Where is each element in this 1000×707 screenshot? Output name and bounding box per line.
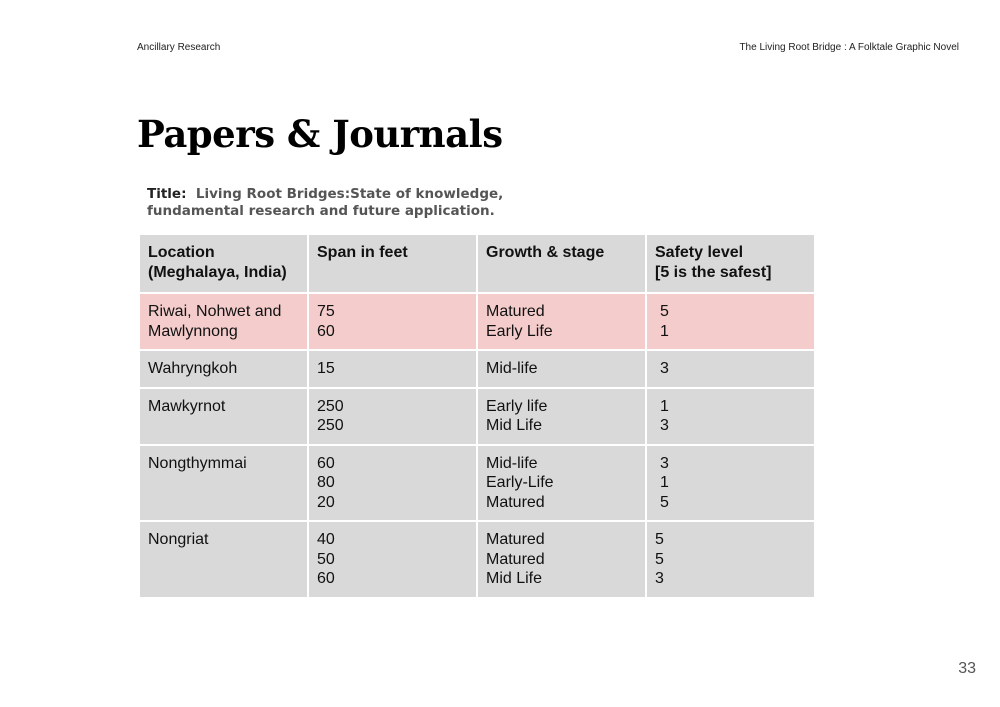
cell-line: 250 [317, 417, 344, 434]
cell-line: 50 [317, 550, 335, 568]
root-bridge-table [138, 233, 816, 599]
cell-line: Matured [486, 531, 545, 548]
cell-safety [647, 446, 814, 521]
header-safety-line: [5 is the safest] [655, 263, 772, 281]
header-span [309, 235, 476, 292]
cell-line: Mawlynnong [148, 322, 238, 340]
cell-location [140, 294, 307, 349]
cell-span [309, 351, 476, 387]
table-row [140, 351, 814, 387]
cell-line: 5 [655, 550, 664, 568]
header-left: Ancillary Research [137, 42, 221, 53]
cell-line: Mid Life [486, 417, 543, 434]
cell-line: Mid-life [486, 360, 538, 377]
cell-line: Mid Life [486, 570, 543, 587]
cell-line: Early Life [486, 322, 553, 340]
cell-location [140, 389, 307, 444]
cell-safety [647, 351, 814, 387]
cell-line: 250 [317, 397, 344, 415]
cell-line: 3 [660, 417, 669, 434]
cell-growth [478, 446, 645, 521]
cell-location [140, 446, 307, 521]
header-location [140, 235, 307, 292]
table-header-row [140, 235, 814, 292]
header-location-line: (Meghalaya, India) [148, 263, 287, 281]
cell-line: 5 [660, 303, 669, 320]
cell-location [140, 522, 307, 597]
cell-line: 75 [317, 303, 335, 320]
cell-line: 1 [660, 474, 669, 491]
cell-line: 15 [317, 360, 335, 377]
cell-span [309, 446, 476, 521]
cell-growth [478, 389, 645, 444]
cell-safety [647, 522, 814, 597]
paper-title [147, 186, 507, 220]
table-row [140, 522, 814, 597]
cell-line: 1 [660, 322, 669, 340]
cell-span [309, 294, 476, 349]
cell-line: 60 [317, 570, 335, 587]
cell-line: 5 [655, 531, 664, 548]
cell-span [309, 389, 476, 444]
cell-safety [647, 294, 814, 349]
header-span-line: Span in feet [317, 244, 408, 261]
table-row [140, 389, 814, 444]
cell-line: Early life [486, 397, 548, 415]
cell-line: Matured [486, 550, 545, 568]
cell-location [140, 351, 307, 387]
cell-span [309, 522, 476, 597]
paper-title-text: Living Root Bridges:State of knowledge, fundamental research and future application. [147, 186, 504, 219]
header-growth-line: Growth & stage [486, 244, 605, 261]
page-title: Papers & Journals [137, 112, 503, 156]
header-safety-line: Safety level [655, 244, 744, 261]
cell-line: 20 [317, 493, 335, 511]
header-location-line: Location [148, 244, 215, 261]
cell-line: Nongriat [148, 531, 209, 548]
cell-line: 5 [660, 493, 669, 511]
header-right: The Living Root Bridge : A Folktale Graphic Novel [739, 42, 959, 53]
table-row [140, 294, 814, 349]
cell-line: Wahryngkoh [148, 360, 238, 377]
cell-line: 1 [660, 397, 669, 415]
cell-line: 60 [317, 454, 335, 472]
cell-line: 60 [317, 322, 335, 340]
paper-title-label: Title: [147, 186, 187, 202]
cell-line: 3 [660, 454, 669, 472]
cell-line: Mid-life [486, 454, 538, 472]
cell-line: Matured [486, 303, 545, 320]
cell-line: 40 [317, 531, 335, 548]
cell-line: Matured [486, 493, 545, 511]
cell-growth [478, 294, 645, 349]
cell-line: 80 [317, 474, 335, 491]
cell-safety [647, 389, 814, 444]
table-row [140, 446, 814, 521]
cell-growth [478, 351, 645, 387]
cell-growth [478, 522, 645, 597]
cell-line: Riwai, Nohwet and [148, 303, 282, 320]
header-safety [647, 235, 814, 292]
cell-line: 3 [660, 360, 669, 377]
cell-line: Mawkyrnot [148, 397, 226, 415]
cell-line: 3 [655, 570, 664, 587]
header-growth [478, 235, 645, 292]
page-number: 33 [958, 660, 976, 677]
cell-line: Nongthymmai [148, 454, 247, 472]
cell-line: Early-Life [486, 474, 554, 491]
